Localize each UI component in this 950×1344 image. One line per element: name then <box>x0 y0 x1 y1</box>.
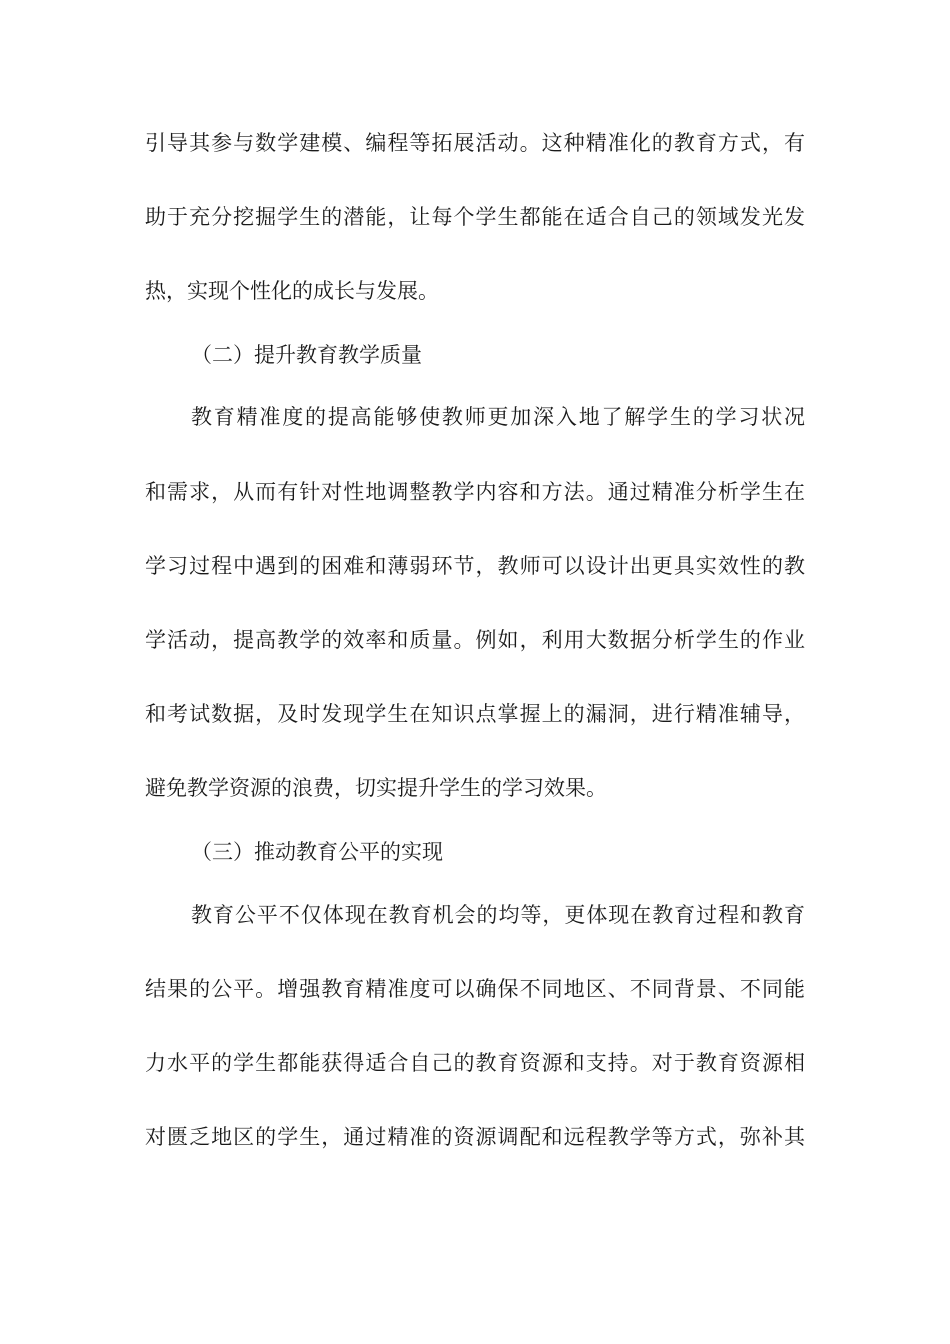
paragraph-line: 学活动，提高教学的效率和质量。例如，利用大数据分析学生的作业 <box>145 628 805 652</box>
section-heading: （二）提升教育教学质量 <box>191 343 422 367</box>
paragraph-line: 热，实现个性化的成长与发展。 <box>145 279 439 303</box>
paragraph-line: 和考试数据，及时发现学生在知识点掌握上的漏洞，进行精准辅导， <box>145 702 805 726</box>
section-heading: （三）推动教育公平的实现 <box>191 840 443 864</box>
paragraph-line: 避免教学资源的浪费，切实提升学生的学习效果。 <box>145 776 607 800</box>
paragraph-line: 结果的公平。增强教育精准度可以确保不同地区、不同背景、不同能 <box>145 977 805 1001</box>
paragraph-line: 引导其参与数学建模、编程等拓展活动。这种精准化的教育方式，有 <box>145 131 805 155</box>
paragraph-line: 教育公平不仅体现在教育机会的均等，更体现在教育过程和教育 <box>191 903 805 927</box>
paragraph-line: 教育精准度的提高能够使教师更加深入地了解学生的学习状况 <box>191 405 805 429</box>
paragraph-line: 力水平的学生都能获得适合自己的教育资源和支持。对于教育资源相 <box>145 1051 805 1075</box>
paragraph-line: 对匮乏地区的学生，通过精准的资源调配和远程教学等方式，弥补其 <box>145 1125 805 1149</box>
paragraph-line: 学习过程中遇到的困难和薄弱环节，教师可以设计出更具实效性的教 <box>145 554 805 578</box>
paragraph-line: 和需求，从而有针对性地调整教学内容和方法。通过精准分析学生在 <box>145 480 805 504</box>
paragraph-line: 助于充分挖掘学生的潜能，让每个学生都能在适合自己的领域发光发 <box>145 205 805 229</box>
